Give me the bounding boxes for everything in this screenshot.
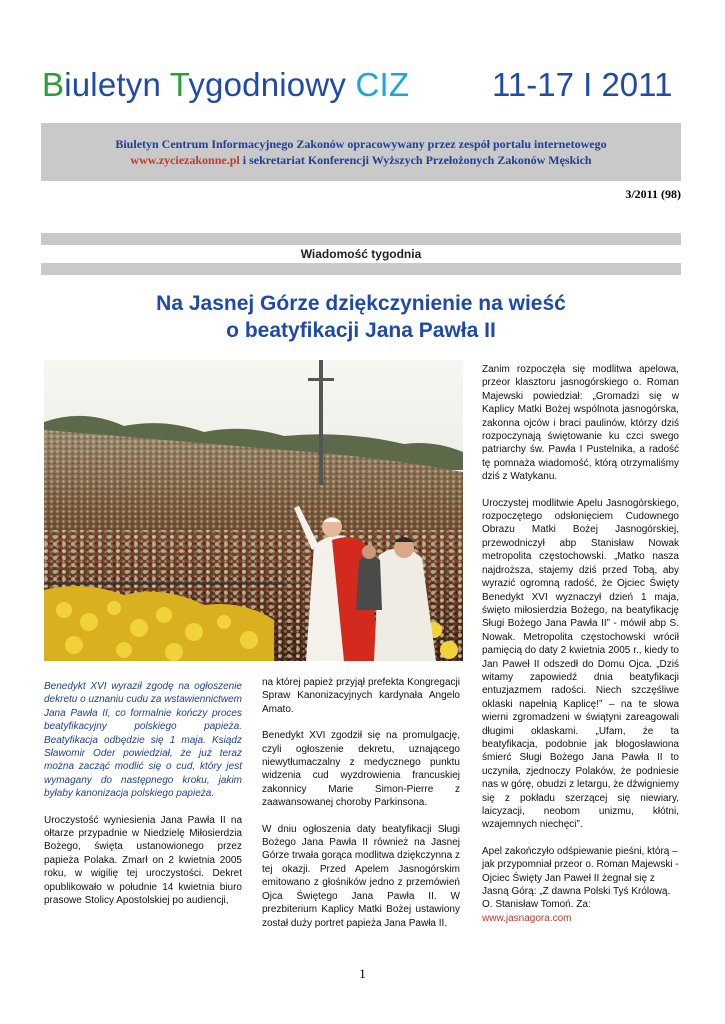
page-number: 1 (359, 966, 366, 981)
text-column-3 (482, 363, 679, 938)
crowd-photo-illustration (44, 360, 463, 661)
article-photo (44, 360, 463, 661)
jasnagora-link[interactable]: www.jasnagora.com (482, 912, 572, 924)
section-label: Wiadomość tygodnia (300, 247, 422, 261)
paragraph: Benedykt XVI zgodził się na promulgację, czyli ogłoszenie dekretu, uznającego niewytłumaczalny z medycznego punktu widzenia cud wyzdrowienia francuskiej zakonnicy Marie Simon-Pierre z zaawansowanej choroby Parkinsona. (262, 730, 460, 809)
paragraph: Apel zakończyło odśpiewanie pieśni, którą – jak przypomniał przeor o. Roman Majewski - Ojciec Święty Jan Paweł II żegnał się z Jasną Górą: „Z dawna Polski Tyś Królową. O. Stanisław Tomoń. Za: www.jasnagora.com (482, 845, 679, 924)
subtitle-line-1: Biuletyn Centrum Informacyjnego Zakonów opracowywany przez zespół portalu internetowego (115, 137, 607, 151)
bulletin-title: Biuletyn Tygodniowy CIZ (42, 66, 410, 103)
article-lead: Benedykt XVI wyraził zgodę na ogłoszenie dekretu o uznaniu cudu za wstawiennictwem Jana Pawła II, co formalnie kończy proces beatyfikacyjny polskiego papieża. Beatyfikacja odbędzie się 1 maja. Ksiądz Sławomir Oder powiedział, że już teraz można zacząć modlić się o cud, który jest wymagany do następnego kroku, jakim byłaby kanonizacja polskiego papieża. (44, 681, 242, 800)
paragraph: na której papież przyjął prefekta Kongregacji Spraw Kanonizacyjnych kardynała Angelo Amato. (262, 677, 460, 715)
portal-link[interactable]: www.zyciezakonne.pl (130, 153, 240, 167)
subtitle-box (41, 123, 681, 181)
text-column-1 (44, 680, 242, 921)
text-column-2 (262, 676, 460, 943)
issue-number: 3/2011 (98) (625, 187, 681, 201)
bulletin-date: 11-17 I 2011 (492, 66, 673, 103)
subtitle-line-2: www.zyciezakonne.pl i sekretariat Konferencji Wyższych Przełożonych Zakonów Męskich (130, 153, 592, 167)
paragraph: Zanim rozpoczęła się modlitwa apelowa, przeor klasztoru jasnogórskiego o. Roman Majewski powiedział: „Gromadzi się w Kaplicy Matki Bożej wspólnota jasnogórska, zakonna ojców i braci paulinów, którzy dziś rozpoczynają świętowanie ku czci swego patriarchy św. Pawła I Pustelnika, a radość tę pomnaża wiadomość, którą otrzymaliśmy dziś z Watykanu. (482, 364, 679, 483)
article-headline: Na Jasnej Górze dziękczynienie na wieść o beatyfikacji Jana Pawła II (156, 292, 566, 342)
paragraph: W dniu ogłoszenia daty beatyfikacji Sługi Bożego Jana Pawła II również na Jasnej Górze trwała gorąca modlitwa dziękczynna z tej okazji. Przed Apelem Jasnogórskim emitowano z głośników jedno z przemówień Ojca Świętego Jana Pawła II. W prezbiterium Kaplicy Matki Bożej ustawiony został duży portret papieża Jana Pawła II. (262, 823, 460, 929)
paragraph: Uroczystość wyniesienia Jana Pawła II na ołtarze przypadnie w Niedzielę Miłosierdzia Bożego, święta ustanowionego przez papieża Polaka. Zmarł on 2 kwietnia 2005 roku, w wigilię tej uroczystości. Dekret opublikowało w południe 14 kwietnia biuro prasowe Stolicy Apostolskiej po audiencji, (44, 814, 242, 907)
section-bar-bottom (41, 263, 681, 275)
section-bar-top (41, 233, 681, 245)
paragraph: Uroczystej modlitwie Apelu Jasnogórskiego, rozpoczętego odsłonięciem Cudownego Obrazu Matki Bożej Jasnogórskiej, przewodniczył abp Stanisław Nowak metropolita częstochowski. „Matko nasza najdroższa, stajemy dziś przed Tobą, aby wyrazić ogromną radość, że Ojciec Święty Benedykt XVI wyznaczył dzień 1 maja, święto miłosierdzia Bożego, na beatyfikację Sługi Bożego Jana Pawła II” - mówił abp S. Nowak. Metropolita częstochowski wrócił pamięcią do daty 2 kwietnia 2005 r., kiedy to Jan Paweł II odszedł do Domu Ojca. „Dziś witamy zapowiedź dnia beatyfikacji entuzjazmem radości. Niech szczęśliwe oklaski napełnią Kaplicę!” – na te słowa wierni zgromadzeni w świątyni zareagowali długimi oklaskami. „Ufam, że ta beatyfikacja, podobnie jak błogosławiona śmierć Sługi Bożego Jana Pawła II to uczyniła, zjednoczy Polaków, że podniesie nas w górę, obudzi z letargu, że dźwigniemy się z pokładu szerzącej się niewiary, laicyzacji, neobom unizmu, kłótni, wzajemnych niechęci”. (482, 497, 679, 831)
